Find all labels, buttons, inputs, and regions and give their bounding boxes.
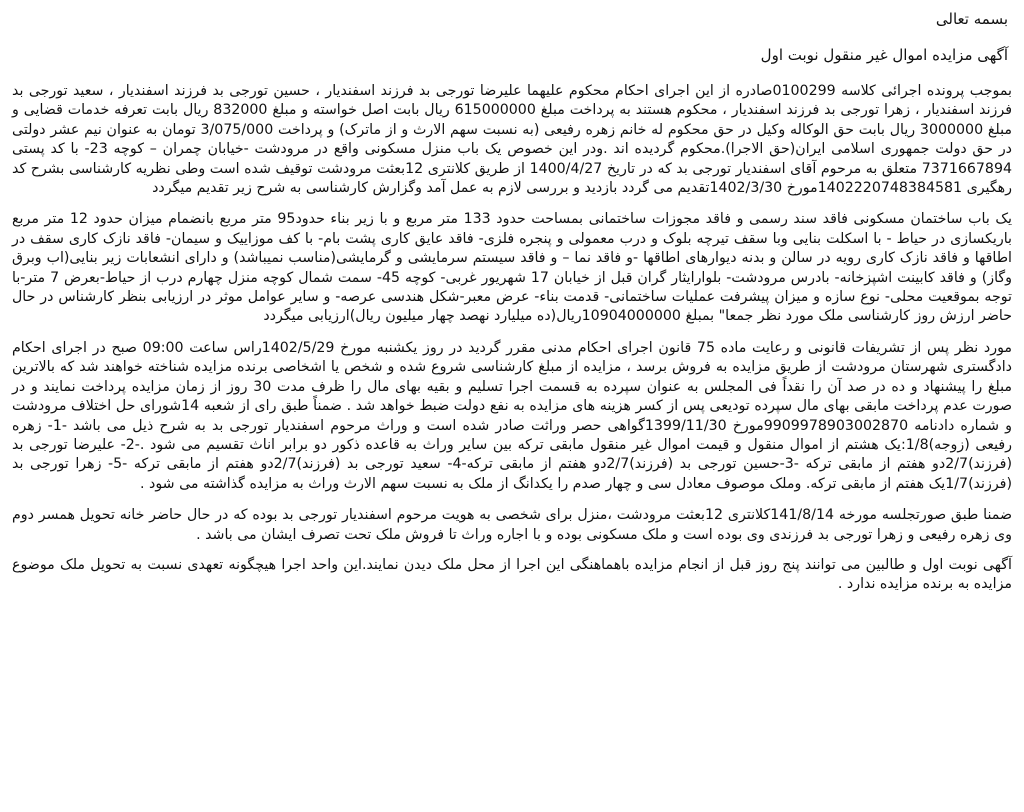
paragraph-visit-notice: آگهی نوبت اول و طالبین می توانند پنج روز قبل از انجام مزایده باهماهنگی این اجرا از محل ملک دیدن نمایند.این واحد اجرا هیچگونه تعهدی نسبت به تحویل ملک موضوع مزایده به برنده مزایده ندارد . — [12, 556, 1012, 593]
notice-title: آگهی مزایده اموال غیر منقول نوبت اول — [760, 46, 1008, 64]
document-heading: بسمه تعالی — [935, 10, 1008, 28]
paragraph-auction-terms: مورد نظر پس از تشریفات قانونی و رعایت ماده 75 قانون اجرای احکام مدنی مقرر گردید در روز یکشنبه مورخ 1402/5/29راس ساعت 09:00 صبح در اجرای احکام دادگستری شهرستان مرودشت از طریق مزایده به فروش برسد ، مزایده از مبلغ کارشناسی شروع شده و شخص یا اشخاصی برنده مزایده شناخته خواهند شد که بالاترین مبلغ را پیشنهاد و ده در صد آن را نقداً فی المجلس به عنوان سپرده به قسمت اجرا تسلیم و بقیه بهای مال را ظرف مدت 30 روز از زمان مزایده پرداخت نمایند و در صورت عدم پرداخت مابقی بهای مال سپرده تودیعی پس از کسر هزینه های مزایده به نفع دولت ضبط خواهد شد . ضمناً طبق رای از شعبه 14شورای حل اختلاف مرودشت و شماره دادنامه 9909978903002870مورخ 1399/11/30گواهی حصر وراثت صادر شده است و وراث مرحوم اسفندیار تورجی بد به شرح ذیل می باشد -1- زهره رفیعی (زوجه)1/8:یک هشتم از اموال منقول و قیمت اموال غیر منقول مابقی ترکه بین سایر وراث به قاعده ذکور دو برابر اناث تقسیم می شود .-2- علیرضا تورجی بد (فرزند)2/7دو هفتم از مابقی ترکه -3-حسین تورجی بد (فرزند)2/7دو هفتم از مابقی ترکه-4- سعید تورجی بد (فرزند)2/7دو هفتم از مابقی ترکه -5- زهرا تورجی بد (فرزند)1/7یک هفتم از مابقی ترکه. وملک موصوف معادل سی و چهار صدم را یکدانگ از ملک به نسبت سهم الارث وراث به مزایده گذاشته می شود . — [12, 339, 1012, 492]
paragraph-police-report: ضمنا طبق صورتجلسه مورخه 141/8/14کلانتری 12بعثت مرودشت ،منزل برای شخصی به هویت مرحوم اسفندیار تورجی بد بوده که در حال حاضر خانه تحویل همسر دوم وی زهره رفیعی و زهرا تورجی بد فرزندی وی بوده است و ملک مسکونی بوده و با اجاره وراث تا فروش ملک تحت تصرف ایشان می باشد . — [12, 507, 1013, 543]
paragraph-case-details: بموجب پرونده اجرائی کلاسه 0100299صادره از این اجرای احکام محکوم علیهما علیرضا تورجی بد فرزند اسفندیار ، حسین تورجی بد فرزند اسفندیار ، سعید تورجی بد فرزند اسفندیار ، زهرا تورجی بد فرزند اسفندیار ، محکوم هستند به پرداخت مبلغ 615000000 ریال بابت اصل خواسته و مبلغ 832000 ریال بابت تعرفه خدمات قضایی و مبلغ 3000000 ریال بابت حق الوکاله وکیل در حق محکوم له خانم زهره رفیعی (به نسبت سهم الارث و از ماترک) و پرداخت 3/075/000 تومان به عنوان نیم عشر دولتی در حق دولت جمهوری اسلامی ایران(حق الاجرا).محکوم گردیده اند .ودر این خصوص یک باب منزل مسکونی واقع در مرودشت -خیابان چمران – کوچه 23- با کد پستی 7371667894 متعلق به مرحوم آقای اسفندیار تورجی بد که در تاریخ 1400/4/27 از طریق کلانتری 12بعثت مرودشت توقیف شده است وطی نظریه کارشناسی بشرح کد رهگیری 1402220748384581مورخ 1402/3/30تقدیم می گردد بازدید و بررسی لازم به عمل آمد وگزارش کارشناسی به شرح زیر تقدیم میگردد — [12, 83, 1013, 197]
paragraph-property-description: یک باب ساختمان مسکونی فاقد سند رسمی و فاقد مجوزات ساختمانی بمساحت حدود 133 متر مربع و با زیر بناء حدود95 متر مربع بانضمام میزان حدود 12 متر مربع باریکسازی در حیاط - با اسکلت بنایی وبا سقف تیرچه بلوک و درب معمولی و پنجره فلزی- فاقد عایق کاری پشت بام- با کف موزاییک و سیمان- فاقد نازک کاری سقف در اطاقها و فاقد نازک کاری رویه در سالن و بدنه دیوارهای اطاقها -و فاقد نما – و فاقد سیستم سرمایشی و گرمایشی(مناسب نمیباشد) و دارای انشعابات زیر بنایی(اب وبرق وگاز) و فاقد کابینت اشپزخانه- بادرس مرودشت- بلوارایثار گران قبل از خیابان 17 شهریور غربی- کوچه 45- سمت شمال کوچه منزل چهارم درب از حیاط-بعرض 7 متر-با توجه بموقعیت محلی- نوع سازه و میزان پیشرفت عملیات ساختمانی- قدمت بناء- عرض معبر-شکل هندسی عرصه- و سایر عوامل موثر در ارزیابی بنظر کارشناس در حال حاضر ارزش روز کارشناسی ملک مورد نظر جمعا" بمبلغ 10904000000ریال(ده میلیارد نهصد چهار میلیون ریال)ارزیابی میگردد — [12, 211, 1013, 325]
